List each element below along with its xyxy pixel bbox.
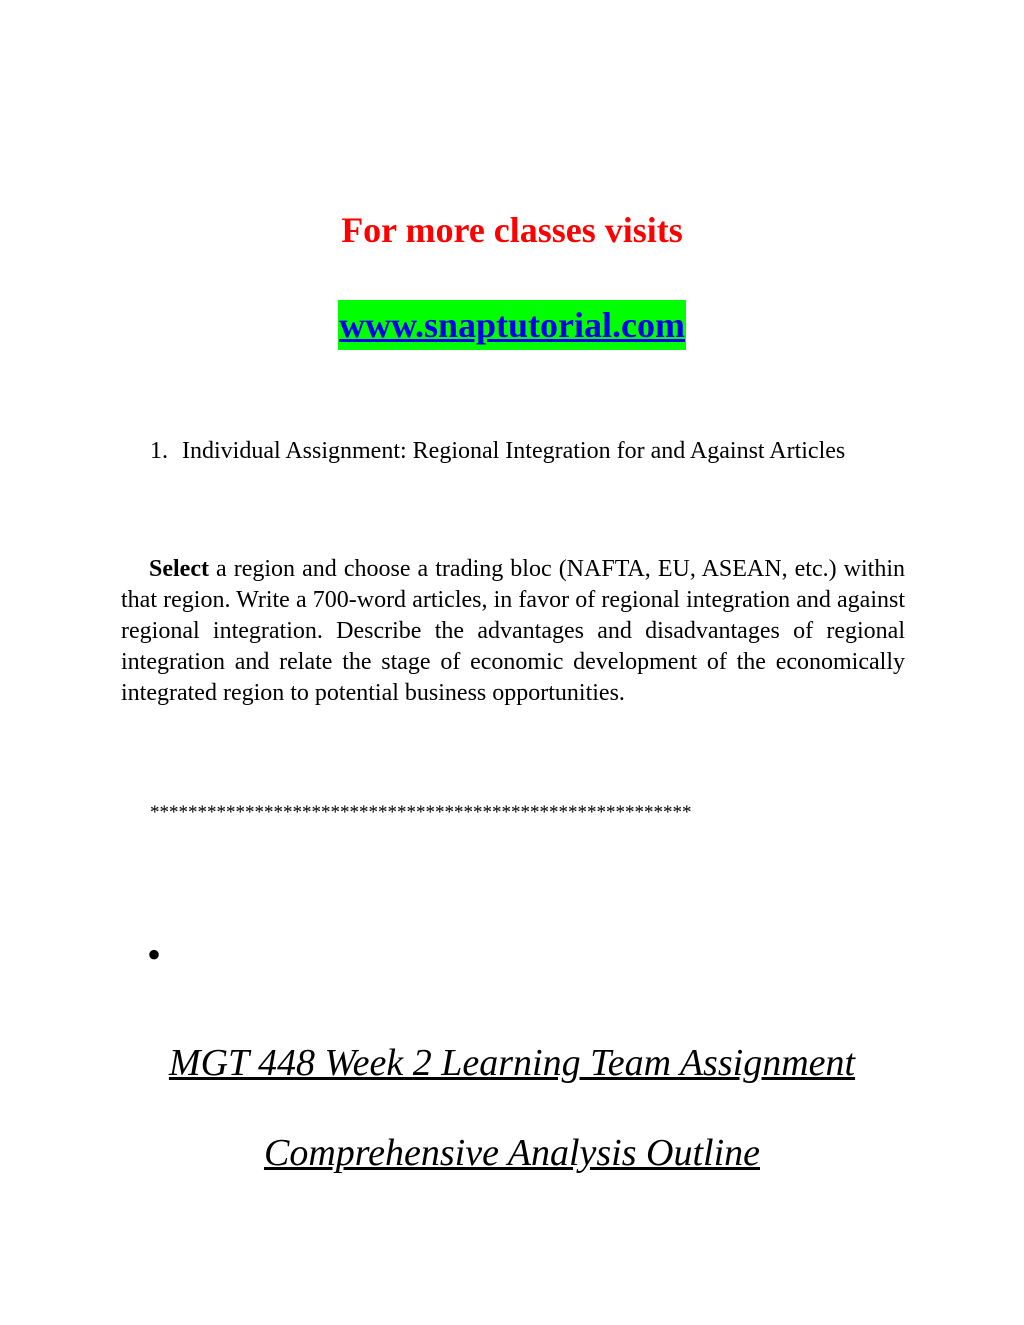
section-title-text-2: Comprehensive Analysis Outline [263, 1132, 761, 1174]
snaptutorial-link[interactable]: www.snaptutorial.com [338, 300, 686, 350]
description-text: a region and choose a trading bloc (NAFTA, EU, ASEAN, etc.) within that region. Write a 700-word articles, in favor of regional integration and against regional integration. Describe the advantages and disadvantages of regional integration and relate the stage of economic development of the economically integrated region to potential business opportunities. [121, 556, 905, 706]
assignment-description [121, 554, 905, 709]
list-number: 1. [150, 438, 168, 464]
description-lead-word: Select [149, 556, 209, 582]
section-title-text-1: MGT 448 Week 2 Learning Team Assignment [168, 1042, 856, 1084]
section-title-line-2 [0, 1128, 1024, 1178]
promo-link-container [0, 300, 1024, 358]
promo-heading: For more classes visits [341, 210, 683, 250]
assignment-title: Individual Assignment: Regional Integration for and Against Articles [182, 438, 846, 464]
asterisk-separator: ********************************************************* [150, 802, 692, 823]
bullet-point: • [147, 932, 162, 977]
section-title-line-1 [0, 1038, 1024, 1088]
